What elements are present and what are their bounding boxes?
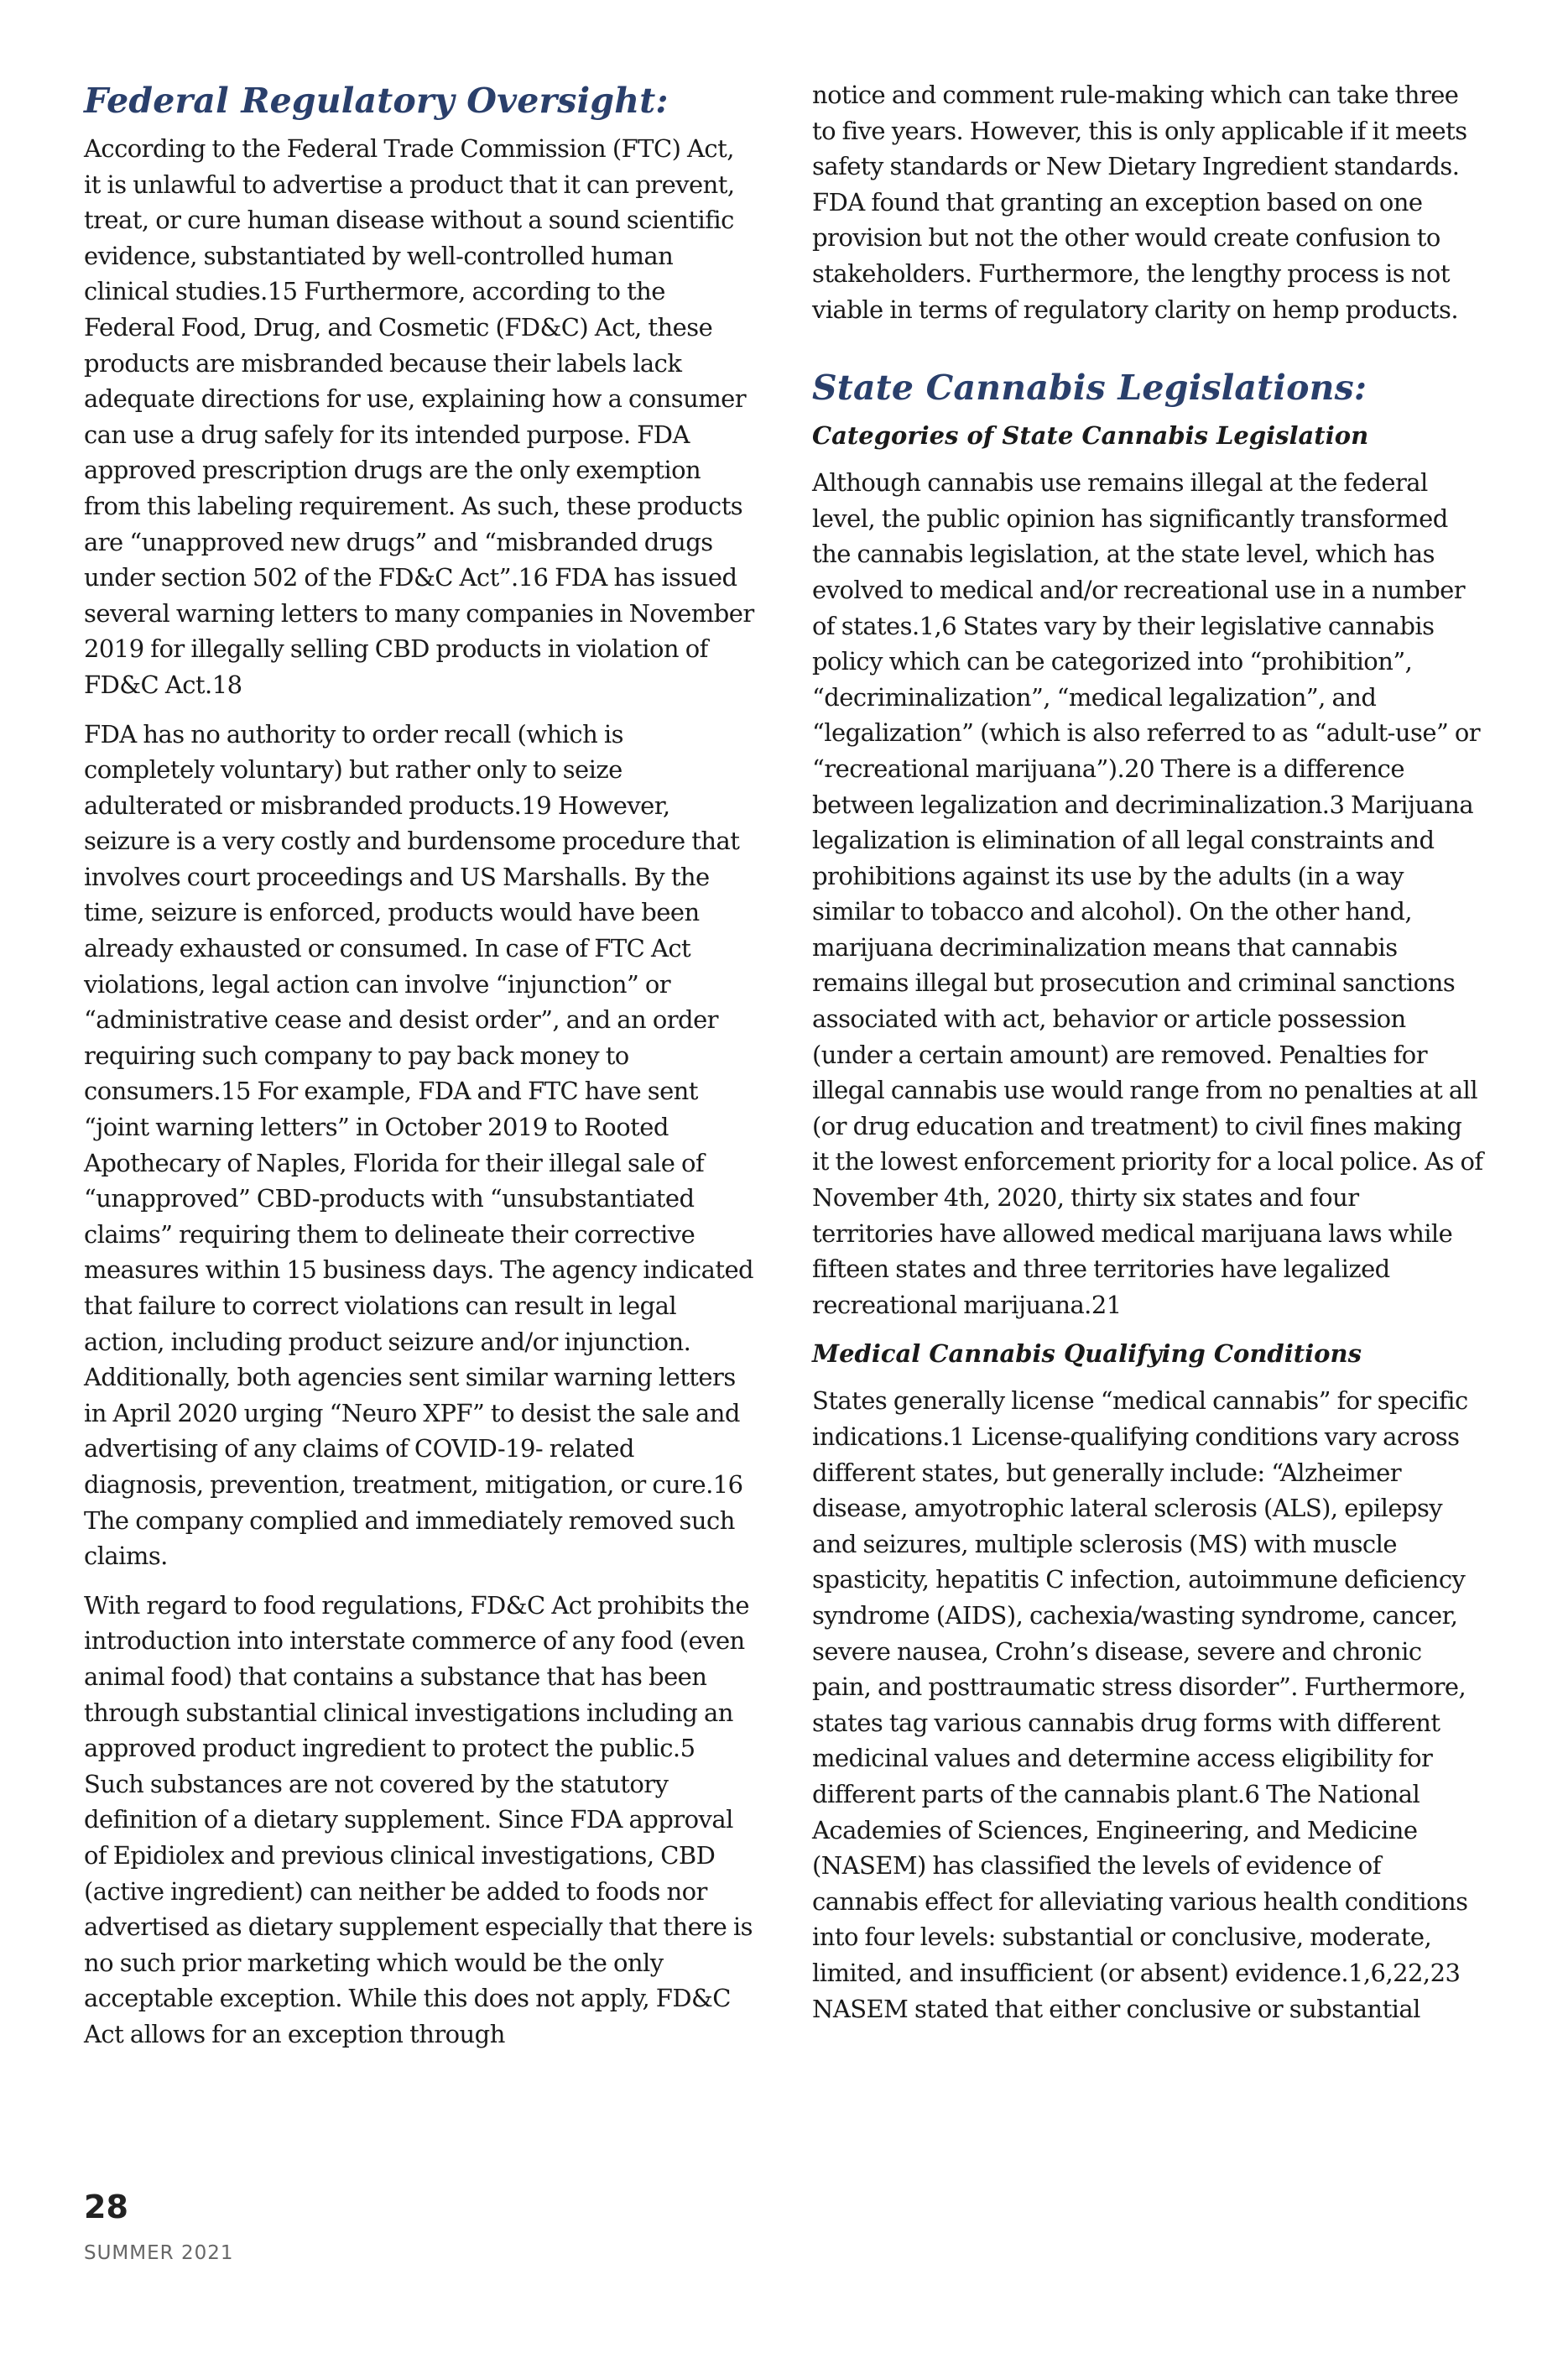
section-heading-federal-oversight: Federal Regulatory Oversight:: [84, 81, 669, 121]
paragraph-fda-recall-seizure: FDA has no authority to order recall (which is completely voluntary) but rather only to seize adulterated or misbranded products.19 However, seizure is a very costly and burdensome procedure that involves court proceedings and US Marshalls. By the time, seizure is enforced, products would have been already exhausted or consumed. In case of FTC Act violations, legal action can involve “injunction” or “administrative cease and desist order”, and an order requiring such company to pay back money to consumers.15 For example, FDA and FTC have sent “joint warning letters” in October 2019 to Rooted Apothecary of Naples, Florida for their illegal sale of “unapproved” CBD-products with “unsubstantiated claims” requiring them to delineate their corrective measures within 15 business days. The agency indicated that failure to correct violations can result in legal action, including product seizure and/or injunction. Additionally, both agencies sent similar warning letters in April 2020 urging “Neuro XPF” to desist the sale and advertising of any claims of COVID-19- related diagnosis, prevention, treatment, mitigation, or cure.16 The company complied and immediately removed such claims.: [84, 719, 754, 1571]
issue-label: SUMMER 2021: [84, 2242, 234, 2264]
paragraph-qualifying-conditions: States generally license “medical cannabis” for specific indications.1 License-qualifying conditions vary across different states, but generally include: “Alzheimer disease, amyotrophic lateral sclerosis (ALS), epilepsy and seizures, multiple sclerosis (MS) with muscle spasticity, hepatitis C infection, autoimmune deficiency syndrome (AIDS), cachexia/wasting syndrome, cancer, severe nausea, Crohn’s disease, severe and chronic pain, and posttraumatic stress disorder”. Furthermore, states tag various cannabis drug forms with different medicinal values and determine access eligibility for different parts of the cannabis plant.6 The National Academies of Sciences, Engineering, and Medicine (NASEM) has classified the levels of evidence of cannabis effect for alleviating various health conditions into four levels: substantial or conclusive, moderate, limited, and insufficient (or absent) evidence.1,6,22,23 NASEM stated that either conclusive or substantial: [812, 1386, 1468, 2023]
page-number: 28: [84, 2189, 128, 2225]
left-column: [84, 77, 755, 2065]
paragraph-ftc-fdc-act: According to the Federal Trade Commission (FTC) Act, it is unlawful to advertise a product that it can prevent, treat, or cure human disease without a sound scientific evidence, substantiated by well-controlled human clinical studies.15 Furthermore, according to the Federal Food, Drug, and Cosmetic (FD&C) Act, these products are misbranded because their labels lack adequate directions for use, explaining how a consumer can use a drug safely for its intended purpose. FDA approved prescription drugs are the only exemption from this labeling requirement. As such, these products are “unapproved new drugs” and “misbranded drugs under section 502 of the FD&C Act”.16 FDA has issued several warning letters to many companies in November 2019 for illegally selling CBD products in violation of FD&C Act.18: [84, 134, 754, 699]
section-spacer: [812, 341, 1483, 364]
subheading-categories: Categories of State Cannabis Legislation: [812, 421, 1369, 451]
right-column: [812, 77, 1483, 2040]
paragraph-food-regulations: With regard to food regulations, FD&C Act prohibits the introduction into interstate commerce of any food (even animal food) that contains a substance that has been through substantial clinical investigations including an approved product ingredient to protect the public.5 Such substances are not covered by the statutory definition of a dietary supplement. Since FDA approval of Epidiolex and previous clinical investigations, CBD (active ingredient) can neither be added to foods nor advertised as dietary supplement especially that there is no such prior marketing which would be the only acceptable exception. While this does not apply, FD&C Act allows for an exception through: [84, 1590, 753, 2048]
paragraph-categories: Although cannabis use remains illegal at the federal level, the public opinion has significantly transformed the cannabis legislation, at the state level, which has evolved to medical and/or recreational use in a number of states.1,6 States vary by their legislative cannabis policy which can be categorized into “prohibition”, “decriminalization”, “medical legalization”, and “legalization” (which is also referred to as “adult-use” or “recreational marijuana”).20 There is a difference between legalization and decriminalization.3 Marijuana legalization is elimination of all legal constraints and prohibitions against its use by the adults (in a way similar to tobacco and alcohol). On the other hand, marijuana decriminalization means that cannabis remains illegal but prosecution and criminal sanctions associated with act, behavior or article possession (under a certain amount) are removed. Penalties for illegal cannabis use would range from no penalties at all (or drug education and treatment) to civil fines making it the lowest enforcement priority for a local police. As of November 4th, 2020, thirty six states and four territories have allowed medical marijuana laws while fifteen states and three territories have legalized recreational marijuana.21: [812, 468, 1483, 1319]
subheading-qualifying-conditions: Medical Cannabis Qualifying Conditions: [812, 1339, 1362, 1369]
paragraph-continuation: notice and comment rule-making which can take three to five years. However, this is only applicable if it meets safety standards or New Dietary Ingredient standards. FDA found that granting an exception based on one provision but not the other would create confusion to stakeholders. Furthermore, the lengthy process is not viable in terms of regulatory clarity on hemp products.: [812, 81, 1467, 324]
section-heading-state-legislations: State Cannabis Legislations:: [812, 368, 1367, 409]
